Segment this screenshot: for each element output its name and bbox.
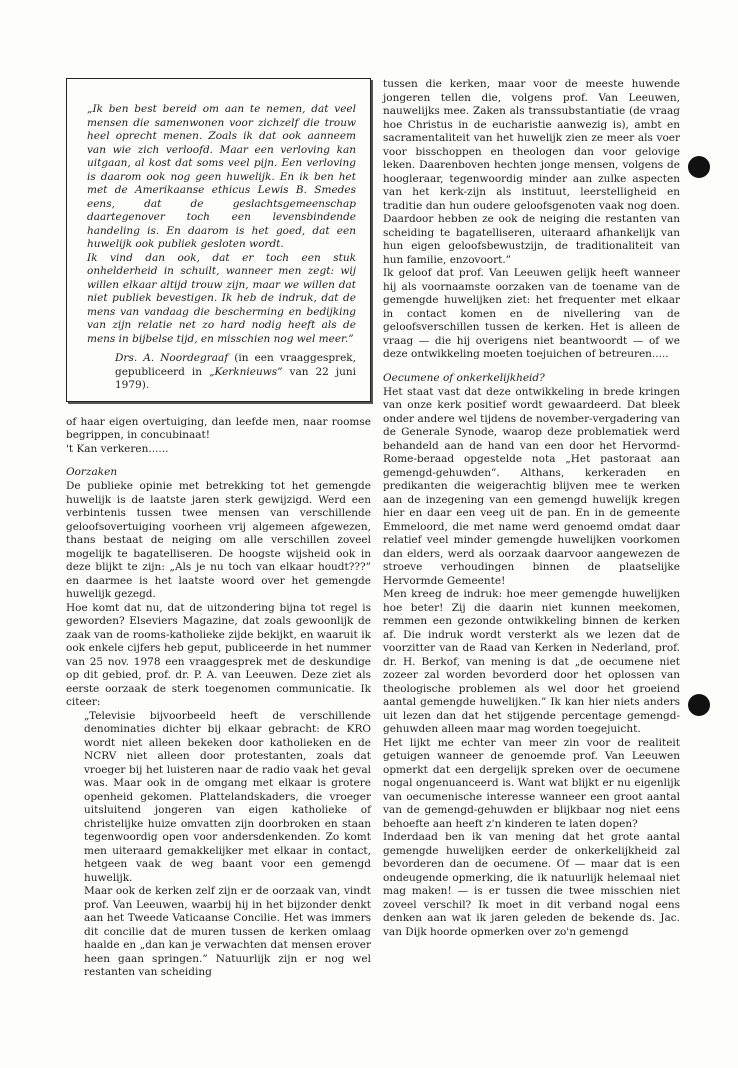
- paragraph: Inderdaad ben ik van mening dat het grote aantal gemengde huwelijken eerder de onkerkelijkheid zal bevorderen dan de oecumene. Of — maar dat is een ondeugende opmerking, die ik natuurlijk helemaal niet mag maken! — is er tussen die twee misschien niet zoveel verschil? Ik moet in dit verband nogal eens denken aan wat ik jaren geleden de bekende ds. Jac. van Dijk hoorde opmerken over zo'n gemengd: [383, 831, 680, 938]
- paragraph: of haar eigen overtuiging, dan leefde men, naar roomse begrippen, in concubinaat!: [66, 415, 371, 441]
- paragraph: Men kreeg de indruk: hoe meer gemengde huwelijken hoe beter! Zij die daarin niet kunnen meekomen, remmen een gezonde ontwikkeling binnen de kerken af. Die indruk wordt versterkt als we lezen dat de voorzitter van de Raad van Kerken in Nederland, prof. dr. H. Berkof, van mening is dat „de oecumene niet zozeer zal worden bevorderd door het oplossen van theologische problemen als wel door het groeiend aantal gemengde huwelijken.” Ik kan hier niets anders uit lezen dan dat het stijgende percentage gemengd-gehuwden alleen maar mag worden toegejuicht.: [383, 588, 680, 735]
- citation-paragraph: Maar ook de kerken zelf zijn er de oorzaak van, vindt prof. Van Leeuwen, waarbij hij in het bijzonder denkt aan het Tweede Vaticaanse Concilie. Het was immers dit concilie dat de muren tussen de kerken omlaag haalde en „dan kan je verwachten dat mensen erover heen gaan springen.” Natuurlijk zijn er nog wel restanten van scheiding: [84, 885, 371, 978]
- quote-attribution: [115, 352, 356, 393]
- attribution-author: Drs. A. Noordegraaf: [115, 352, 229, 364]
- left-column: [66, 78, 371, 980]
- paragraph: 't Kan verkeren......: [66, 442, 169, 455]
- paragraph: Het lijkt me echter van meer zin voor de realiteit getuigen wanneer de genoemde prof. Van Leeuwen opmerkt dat een dergelijk spreken over de oecumene nogal ongenuanceerd is. Want wat blijkt er nu eigenlijk van oecumenische interesse wanneer een groot aantal van de gemengd-gehuwden er blijkbaar nog niet eens behoefte aan heeft z'n kinderen te laten dopen?: [383, 736, 680, 830]
- paragraph: tussen die kerken, maar voor de meeste huwende jongeren tellen die, volgens prof. Van Leeuwen, nauwelijks mee. Zaken als transsubstantiatie (de vraag hoe Christus in de eucharistie aanwezig is), ambt en sacramentaliteit van het huwelijk zien ze meer als voer voor bisschoppen en theologen dan voor gelovige leken. Daarenboven hechten jonge mensen, volgens de hoogleraar, tegenwoordig minder aan zulke aspecten van het kerk-zijn als instituut, leerstelligheid en traditie dan hun oudere geloofsgenoten vaak nog doen. Daardoor hebben ze ook de neiging die restanten van scheiding te bagatelliseren, uiteraard afhankelijk van hun eigen geloofsbewustzijn, de traditionaliteit van hun familie, enzovoort.”: [383, 78, 680, 266]
- paragraph: De publieke opinie met betrekking tot het gemengde huwelijk is de laatste jaren sterk gewijzigd. Werd een verbintenis tussen twee mensen van verschillende geloofsovertuiging voorheen vrij algemeen afgewezen, thans bestaat de neiging om alle verschillen zoveel mogelijk te bagatelliseren. De hoogste wijsheid ook in deze blijkt te zijn: „Als je nu toch van elkaar houdt???” en daarmee is het laatste woord over het gemengde huwelijk gezegd.: [66, 480, 371, 600]
- section-heading: Oecumene of onkerkelijkheid?: [383, 371, 545, 384]
- quote-box: [66, 78, 371, 402]
- attribution-end: van 22 juni 1979).: [115, 365, 357, 391]
- section-heading: Oorzaken: [66, 466, 118, 478]
- punch-hole-icon: [688, 156, 710, 178]
- quote-paragraph: Ik vind dan ook, dat er toch een stuk onhelderheid in schuilt, wanneer men zegt: wij willen elkaar altijd trouw zijn, maar we willen dat niet publiek bevestigen. Ik heb de indruk, dat de mens van vandaag die bescherming en bedijking van zijn relatie net zo hard nodig heeft als de mens in bijbelse tijd, en misschien nog wel meer.”: [87, 251, 356, 345]
- paragraph: Het staat vast dat deze ontwikkeling in brede kringen van onze kerk positief wordt gewaardeerd. Dat bleek onder andere wel tijdens de november-vergadering van de Generale Synode, waarop deze problematiek werd behandeld aan de hand van een door het Hervormd-Rome-beraad opgestelde nota „Het pastoraat aan gemengd-gehuwden”. Althans, kerkeraden en predikanten die weigerachtig blijven mee te werken aan de inzegening van een gemengd huwelijk kregen hier en daar een veeg uit de pan. En in de gemeente Emmeloord, die met name werd genoemd omdat daar relatief veel minder gemengde huwelijken voorkomen dan elders, werd als oorzaak daarvoor aangewezen de stroeve verhoudingen binnen de plaatselijke Hervormde Gemeente!: [383, 385, 680, 587]
- quote-paragraph: „Ik ben best bereid om aan te nemen, dat veel mensen die samenwonen voor zichzelf die trouw heel oprecht menen. Zoals ik dat ook aanneem van wie zich verloofd. Maar een verloving kan uitgaan, al kost dat soms veel pijn. Een verloving is daarom ook nog geen huwelijk. En ik ben het met de Amerikaanse ethicus Lewis B. Smedes eens, dat de geslachtsgemeenschap daartegenover toch een levensbindende handeling is. En daarom is het goed, dat een huwelijk ook publiek gesloten wordt.: [87, 103, 356, 250]
- attribution-publication: „Kerknieuws”: [209, 365, 283, 378]
- citation-paragraph: „Televisie bijvoorbeeld heeft de verschillende denominaties dichter bij elkaar gebracht: de KRO wordt niet alleen bekeken door katholieken en de NCRV niet alleen door protestanten, zoals dat vroeger bij het luisteren naar de radio vaak het geval was. Maar ook in de omgang met elkaar is grotere openheid gekomen. Plattelandskaders, die vroeger uitsluitend jongeren van eigen katholieke of christelijke huize omvatten zijn doorbroken en staan tegenwoordig open voor andersdenkenden. Zo komt men uiteraard gemakkelijker met elkaar in contact, hetgeen vaak de weg baant voor een gemengd huwelijk.: [84, 709, 371, 884]
- right-column: [383, 78, 680, 939]
- paragraph: Hoe komt dat nu, dat de uitzondering bijna tot regel is geworden? Elseviers Magazine, dat zoals gewoonlijk de zaak van de rooms-katholieke zijde bekijkt, en waaruit ik ook enkele cijfers heb geput, publiceerde in het nummer van 25 nov. 1978 een vraaggesprek met de deskundige op dit gebied, prof. dr. P. A. van Leeuwen. Deze ziet als eerste oorzaak de sterk toegenomen communicatie. Ik citeer:: [66, 601, 371, 708]
- attribution-mid: (in een vraaggesprek, gepubliceerd in: [115, 352, 357, 378]
- paragraph: Ik geloof dat prof. Van Leeuwen gelijk heeft wanneer hij als voornaamste oorzaken van de toename van de gemengde huwelijken ziet: het frequenter met elkaar in contact komen en de nivellering van de geloofsverschillen tussen de kerken. Het is alleen de vraag — die hij overigens niet beantwoordt — of we deze ontwikkeling moeten toejuichen of betreuren.....: [383, 267, 680, 360]
- punch-hole-icon: [688, 694, 710, 716]
